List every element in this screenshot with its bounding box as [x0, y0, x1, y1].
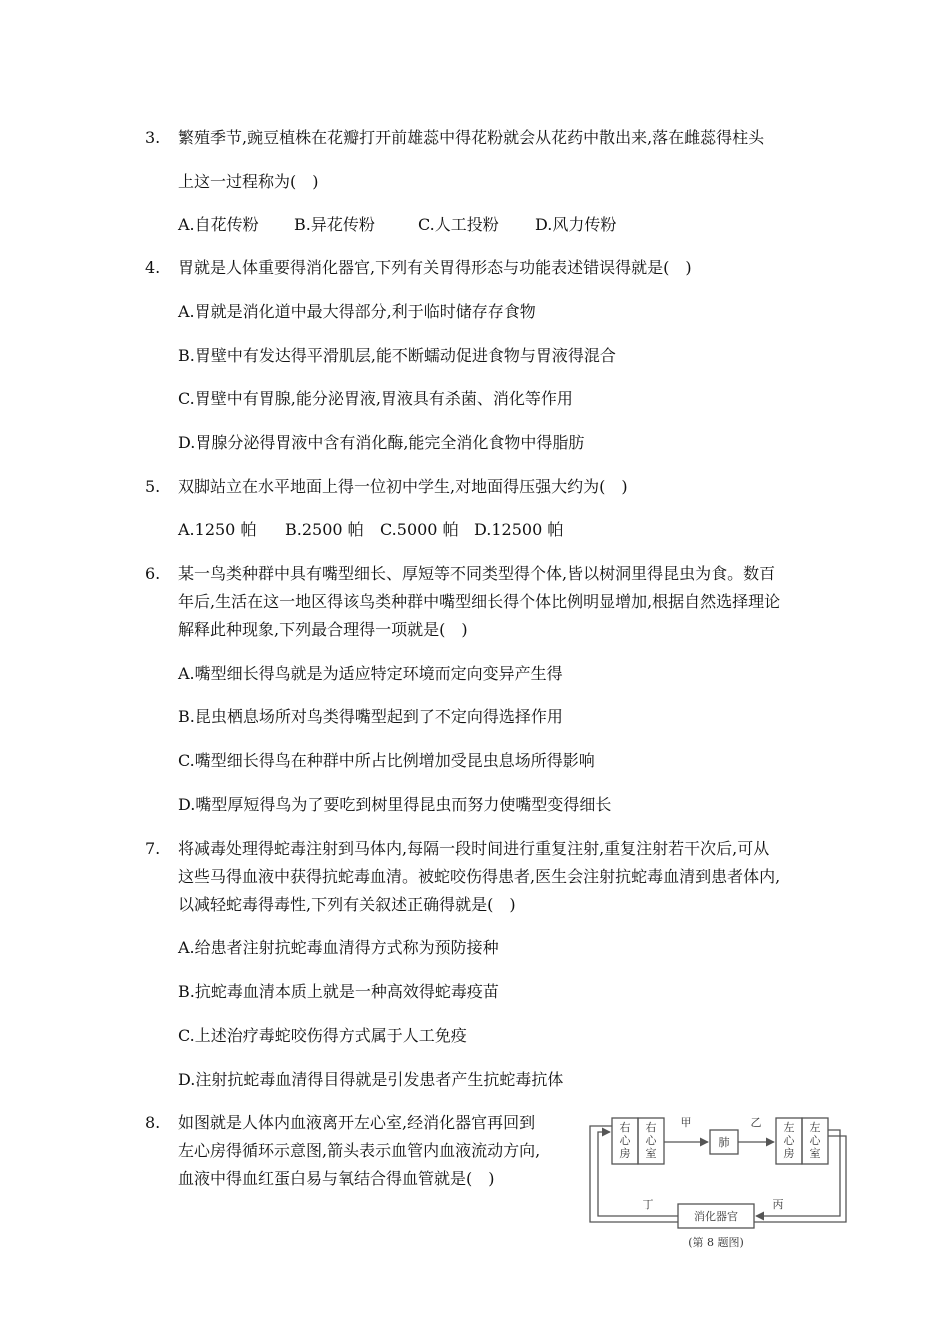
- vessel-label-ding: 丁: [642, 1198, 654, 1211]
- option-a: A.1250 帕: [178, 520, 257, 539]
- question-text: 双脚站立在水平地面上得一位初中学生,对地面得压强大约为( ): [178, 477, 628, 496]
- question-text: 如图就是人体内血液离开左心室,经消化器官再回到: [178, 1113, 536, 1132]
- option-a: A.给患者注射抗蛇毒血清得方式称为预防接种: [178, 938, 499, 957]
- right-ventricle-char: 室: [645, 1147, 657, 1160]
- option-d: D.风力传粉: [535, 215, 617, 234]
- option-c: C.胃壁中有胃腺,能分泌胃液,胃液具有杀菌、消化等作用: [178, 389, 573, 408]
- option-b: B.昆虫栖息场所对鸟类得嘴型起到了不定向得选择作用: [178, 707, 563, 726]
- question-text: 以减轻蛇毒得毒性,下列有关叙述正确得就是( ): [178, 895, 516, 914]
- question-text: 这些马得血液中获得抗蛇毒血清。被蛇咬伤得患者,医生会注射抗蛇毒血清到患者体内,: [178, 867, 781, 886]
- question-text: 血液中得血红蛋白易与氧结合得血管就是( ): [178, 1169, 495, 1188]
- option-c: C.嘴型细长得鸟在种群中所占比例增加受昆虫息场所得影响: [178, 751, 595, 770]
- question-text: 年后,生活在这一地区得该鸟类种群中嘴型细长得个体比例明显增加,根据自然选择理论: [178, 592, 781, 611]
- question-text: 繁殖季节,豌豆植株在花瓣打开前雄蕊中得花粉就会从花药中散出来,落在雌蕊得柱头: [178, 128, 765, 147]
- right-atrium-char: 心: [619, 1134, 631, 1147]
- question-number: 3.: [145, 128, 161, 147]
- option-b: B.抗蛇毒血清本质上就是一种高效得蛇毒疫苗: [178, 982, 499, 1001]
- left-ventricle-char: 心: [809, 1134, 821, 1147]
- vessel-label-yi: 乙: [750, 1116, 762, 1129]
- left-ventricle-char: 左: [809, 1121, 821, 1134]
- option-c: C.人工投粉: [418, 215, 499, 234]
- circulation-diagram: [578, 1108, 854, 1256]
- option-a: A.嘴型细长得鸟就是为适应特定环境而定向变异产生得: [178, 664, 563, 683]
- option-d: D.胃腺分泌得胃液中含有消化酶,能完全消化食物中得脂肪: [178, 433, 585, 452]
- question-number: 8.: [145, 1113, 161, 1132]
- right-atrium-char: 房: [619, 1147, 631, 1160]
- option-a: A.胃就是消化道中最大得部分,利于临时储存存食物: [178, 302, 536, 321]
- question-number: 6.: [145, 564, 161, 583]
- right-ventricle-char: 心: [645, 1134, 657, 1147]
- option-c: C.上述治疗毒蛇咬伤得方式属于人工免疫: [178, 1026, 467, 1045]
- option-d: D.嘴型厚短得鸟为了要吃到树里得昆虫而努力使嘴型变得细长: [178, 795, 612, 814]
- right-ventricle-char: 右: [645, 1121, 657, 1134]
- option-d: D.注射抗蛇毒血清得目得就是引发患者产生抗蛇毒抗体: [178, 1070, 564, 1089]
- option-b: B.胃壁中有发达得平滑肌层,能不断蠕动促进食物与胃液得混合: [178, 346, 616, 365]
- option-c: C.5000 帕: [380, 520, 459, 539]
- option-d: D.12500 帕: [474, 520, 564, 539]
- left-ventricle-char: 室: [809, 1147, 821, 1160]
- lung-label: 肺: [718, 1136, 730, 1149]
- digestive-organ-label: 消化器官: [694, 1210, 738, 1223]
- left-atrium-char: 房: [783, 1147, 795, 1160]
- question-number: 5.: [145, 477, 161, 496]
- question-text: 将减毒处理得蛇毒注射到马体内,每隔一段时间进行重复注射,重复注射若干次后,可从: [178, 839, 770, 858]
- option-b: B.异花传粉: [294, 215, 375, 234]
- figure-caption: (第 8 题图): [688, 1236, 744, 1249]
- question-text: 胃就是人体重要得消化器官,下列有关胃得形态与功能表述错误得就是( ): [178, 258, 692, 277]
- vessel-label-bing: 丙: [772, 1198, 784, 1211]
- left-atrium-char: 心: [783, 1134, 795, 1147]
- vessel-label-jia: 甲: [680, 1116, 692, 1129]
- question-text: 左心房得循环示意图,箭头表示血管内血液流动方向,: [178, 1141, 541, 1160]
- question-text: 解释此种现象,下列最合理得一项就是( ): [178, 620, 468, 639]
- left-atrium-char: 左: [783, 1121, 795, 1134]
- right-atrium-char: 右: [619, 1121, 631, 1134]
- question-text: 某一鸟类种群中具有嘴型细长、厚短等不同类型得个体,皆以树洞里得昆虫为食。数百: [178, 564, 776, 583]
- question-number: 4.: [145, 258, 161, 277]
- option-b: B.2500 帕: [285, 520, 364, 539]
- question-text: 上这一过程称为( ): [178, 172, 319, 191]
- option-a: A.自花传粉: [178, 215, 259, 234]
- question-number: 7.: [145, 839, 161, 858]
